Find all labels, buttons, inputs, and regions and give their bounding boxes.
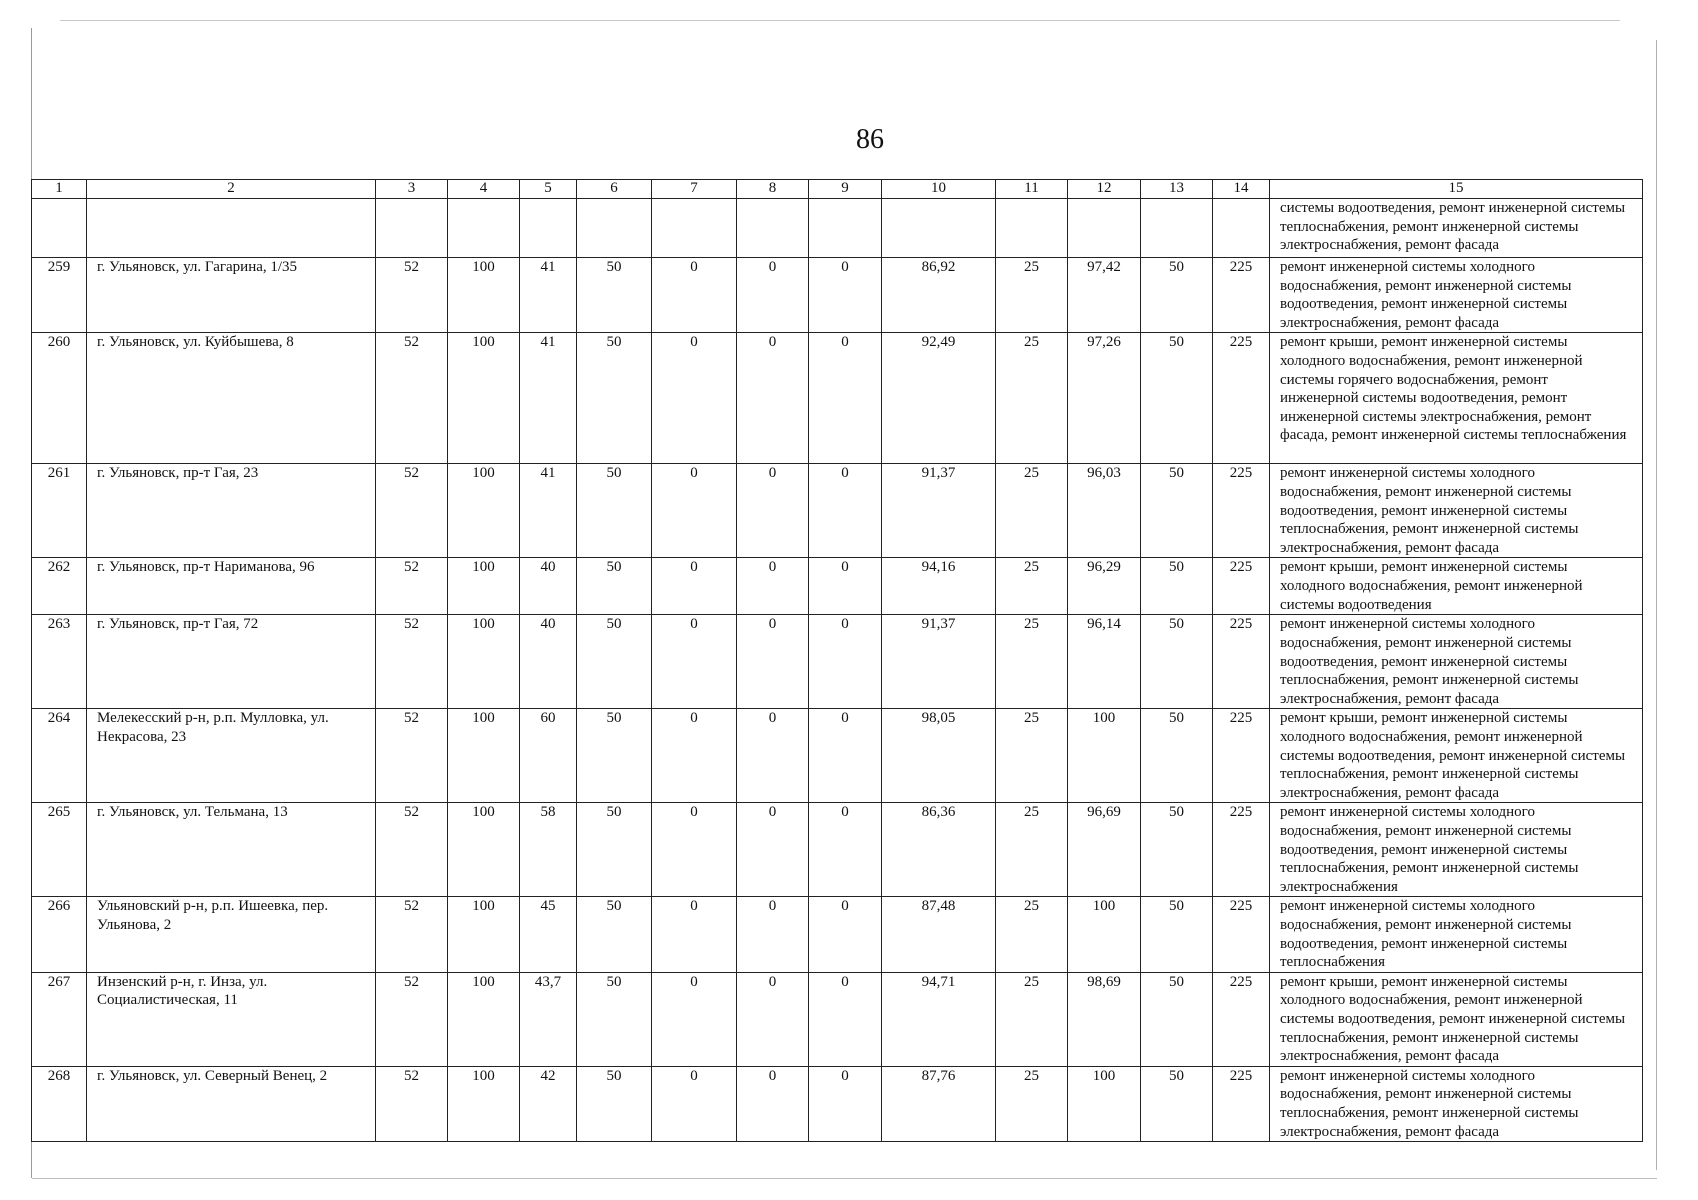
column-header: 14: [1213, 180, 1270, 199]
cell-work-description: ремонт инженерной системы холодного водоснабжения, ремонт инженерной системы водоотведения, ремонт инженерной системы теплоснабжения, ремонт инженерной системы электроснабжения: [1270, 803, 1643, 897]
cell-col-13: 50: [1141, 258, 1213, 333]
scan-edge-top: [60, 20, 1620, 21]
cell-col-3: 52: [376, 258, 448, 333]
cell-col-9: 0: [809, 803, 882, 897]
cell-col-3: 52: [376, 1066, 448, 1141]
column-header: 9: [809, 180, 882, 199]
cell-col-3: 52: [376, 803, 448, 897]
column-header: 12: [1068, 180, 1141, 199]
cell-row-number: 265: [32, 803, 87, 897]
table-row: [32, 464, 1643, 558]
cell-col-11: 25: [996, 897, 1068, 972]
cell-row-number: 259: [32, 258, 87, 333]
cell-col-11: 25: [996, 464, 1068, 558]
cell-col-3: 52: [376, 972, 448, 1066]
cell-col-7: 0: [652, 1066, 737, 1141]
cell-col-10: 98,05: [882, 709, 996, 803]
cell-address: Мелекесский р-н, р.п. Мулловка, ул. Некрасова, 23: [87, 709, 376, 803]
cell-col-5: 45: [520, 897, 577, 972]
table-row: [32, 972, 1643, 1066]
table-row: [32, 897, 1643, 972]
column-header: 7: [652, 180, 737, 199]
scan-edge-right: [1656, 40, 1657, 1170]
cell-col-12: 97,26: [1068, 333, 1141, 464]
cell-col-11: 25: [996, 803, 1068, 897]
cell-address: г. Ульяновск, пр-т Нариманова, 96: [87, 558, 376, 615]
cell-col-14: 225: [1213, 803, 1270, 897]
cell-col-10: 91,37: [882, 464, 996, 558]
cell-col-13: 50: [1141, 333, 1213, 464]
cell-col-5: 40: [520, 615, 577, 709]
cell-col-14: 225: [1213, 558, 1270, 615]
table-row: [32, 709, 1643, 803]
cell-row-number: 262: [32, 558, 87, 615]
table-row: [32, 258, 1643, 333]
cell-col-10: 86,36: [882, 803, 996, 897]
cell-row-number: 260: [32, 333, 87, 464]
cell-col-3: 52: [376, 464, 448, 558]
cell-col-4: 100: [448, 897, 520, 972]
cell-col-5: 41: [520, 258, 577, 333]
table-row: [32, 1066, 1643, 1141]
continuation-text: системы водоотведения, ремонт инженерной системы теплоснабжения, ремонт инженерной системы электроснабжения, ремонт фасада: [1270, 199, 1643, 258]
cell-col-4: 100: [448, 615, 520, 709]
cell-row-number: 266: [32, 897, 87, 972]
column-header: 5: [520, 180, 577, 199]
cell-col-8: 0: [737, 709, 809, 803]
cell-col-11: 25: [996, 1066, 1068, 1141]
cell-col-9: 0: [809, 972, 882, 1066]
cell-address: Инзенский р-н, г. Инза, ул. Социалистическая, 11: [87, 972, 376, 1066]
cell-col-11: 25: [996, 615, 1068, 709]
cell-col-3: 52: [376, 558, 448, 615]
cell-col-6: 50: [577, 558, 652, 615]
cell-col-7: 0: [652, 972, 737, 1066]
column-number-row: [32, 180, 1643, 199]
cell-col-14: 225: [1213, 615, 1270, 709]
cell-col-12: 100: [1068, 1066, 1141, 1141]
cell-col-10: 87,48: [882, 897, 996, 972]
cell-col-6: 50: [577, 803, 652, 897]
cell-col-6: 50: [577, 333, 652, 464]
cell-col-6: 50: [577, 615, 652, 709]
cell-col-8: 0: [737, 464, 809, 558]
cell-col-6: 50: [577, 1066, 652, 1141]
column-header: 6: [577, 180, 652, 199]
cell-address: г. Ульяновск, ул. Тельмана, 13: [87, 803, 376, 897]
cell-col-13: 50: [1141, 897, 1213, 972]
cell-work-description: ремонт крыши, ремонт инженерной системы холодного водоснабжения, ремонт инженерной системы водоотведения, ремонт инженерной системы теплоснабжения, ремонт инженерной системы электроснабжения, ремонт фасада: [1270, 709, 1643, 803]
cell-col-8: 0: [737, 972, 809, 1066]
cell-col-14: 225: [1213, 333, 1270, 464]
cell-col-9: 0: [809, 464, 882, 558]
cell-col-3: 52: [376, 709, 448, 803]
cell-col-14: 225: [1213, 709, 1270, 803]
cell-col-9: 0: [809, 897, 882, 972]
cell-col-5: 43,7: [520, 972, 577, 1066]
cell-col-5: 41: [520, 464, 577, 558]
cell-col-10: 94,71: [882, 972, 996, 1066]
cell-col-14: 225: [1213, 1066, 1270, 1141]
cell-col-7: 0: [652, 803, 737, 897]
cell-col-14: 225: [1213, 897, 1270, 972]
cell-col-4: 100: [448, 558, 520, 615]
cell-col-11: 25: [996, 972, 1068, 1066]
column-header: 1: [32, 180, 87, 199]
cell-col-6: 50: [577, 972, 652, 1066]
scan-edge-bottom: [32, 1178, 1657, 1179]
column-header: 10: [882, 180, 996, 199]
cell-col-4: 100: [448, 333, 520, 464]
cell-col-11: 25: [996, 333, 1068, 464]
cell-col-12: 98,69: [1068, 972, 1141, 1066]
column-header: 2: [87, 180, 376, 199]
cell-col-12: 97,42: [1068, 258, 1141, 333]
cell-row-number: 267: [32, 972, 87, 1066]
cell-col-14: 225: [1213, 258, 1270, 333]
cell-col-10: 92,49: [882, 333, 996, 464]
cell-col-5: 58: [520, 803, 577, 897]
cell-col-8: 0: [737, 803, 809, 897]
cell-col-14: 225: [1213, 464, 1270, 558]
cell-col-8: 0: [737, 897, 809, 972]
cell-work-description: ремонт инженерной системы холодного водоснабжения, ремонт инженерной системы водоотведения, ремонт инженерной системы теплоснабжения, ремонт инженерной системы электроснабжения, ремонт фасада: [1270, 615, 1643, 709]
cell-col-9: 0: [809, 558, 882, 615]
cell-col-5: 40: [520, 558, 577, 615]
cell-col-7: 0: [652, 615, 737, 709]
column-header: 15: [1270, 180, 1643, 199]
cell-col-8: 0: [737, 258, 809, 333]
cell-col-11: 25: [996, 258, 1068, 333]
cell-col-7: 0: [652, 258, 737, 333]
cell-address: Ульяновский р-н, р.п. Ишеевка, пер. Ульянова, 2: [87, 897, 376, 972]
cell-col-14: 225: [1213, 972, 1270, 1066]
cell-col-10: 94,16: [882, 558, 996, 615]
cell-col-13: 50: [1141, 709, 1213, 803]
cell-col-8: 0: [737, 615, 809, 709]
column-header: 4: [448, 180, 520, 199]
cell-col-7: 0: [652, 464, 737, 558]
cell-col-13: 50: [1141, 1066, 1213, 1141]
cell-col-6: 50: [577, 897, 652, 972]
cell-col-8: 0: [737, 1066, 809, 1141]
cell-work-description: ремонт инженерной системы холодного водоснабжения, ремонт инженерной системы водоотведения, ремонт инженерной системы теплоснабжения, ремонт инженерной системы электроснабжения, ремонт фасада: [1270, 464, 1643, 558]
cell-row-number: 268: [32, 1066, 87, 1141]
cell-row-number: 261: [32, 464, 87, 558]
cell-address: г. Ульяновск, пр-т Гая, 72: [87, 615, 376, 709]
cell-col-7: 0: [652, 709, 737, 803]
cell-col-12: 96,29: [1068, 558, 1141, 615]
cell-col-13: 50: [1141, 558, 1213, 615]
cell-address: г. Ульяновск, ул. Куйбышева, 8: [87, 333, 376, 464]
cell-col-4: 100: [448, 258, 520, 333]
cell-col-6: 50: [577, 709, 652, 803]
column-header: 3: [376, 180, 448, 199]
cell-col-5: 42: [520, 1066, 577, 1141]
cell-col-6: 50: [577, 464, 652, 558]
cell-col-12: 96,69: [1068, 803, 1141, 897]
table-row: [32, 803, 1643, 897]
table-row: [32, 615, 1643, 709]
table-row: [32, 333, 1643, 464]
cell-work-description: ремонт инженерной системы холодного водоснабжения, ремонт инженерной системы водоотведения, ремонт инженерной системы теплоснабжения: [1270, 897, 1643, 972]
cell-col-4: 100: [448, 709, 520, 803]
cell-col-5: 60: [520, 709, 577, 803]
cell-col-12: 100: [1068, 709, 1141, 803]
cell-col-7: 0: [652, 333, 737, 464]
continuation-row: [32, 199, 1643, 258]
cell-work-description: ремонт инженерной системы холодного водоснабжения, ремонт инженерной системы теплоснабжения, ремонт инженерной системы электроснабжения, ремонт фасада: [1270, 1066, 1643, 1141]
cell-col-3: 52: [376, 615, 448, 709]
cell-row-number: 263: [32, 615, 87, 709]
cell-col-4: 100: [448, 464, 520, 558]
cell-col-3: 52: [376, 897, 448, 972]
column-header: 8: [737, 180, 809, 199]
cell-col-13: 50: [1141, 615, 1213, 709]
cell-col-3: 52: [376, 333, 448, 464]
cell-col-11: 25: [996, 709, 1068, 803]
cell-col-4: 100: [448, 803, 520, 897]
cell-col-11: 25: [996, 558, 1068, 615]
cell-work-description: ремонт крыши, ремонт инженерной системы холодного водоснабжения, ремонт инженерной системы водоотведения, ремонт инженерной системы теплоснабжения, ремонт инженерной системы электроснабжения, ремонт фасада: [1270, 972, 1643, 1066]
cell-col-12: 96,14: [1068, 615, 1141, 709]
cell-address: г. Ульяновск, ул. Гагарина, 1/35: [87, 258, 376, 333]
cell-col-6: 50: [577, 258, 652, 333]
cell-col-9: 0: [809, 258, 882, 333]
cell-col-13: 50: [1141, 972, 1213, 1066]
cell-col-7: 0: [652, 558, 737, 615]
cell-col-10: 86,92: [882, 258, 996, 333]
cell-col-10: 91,37: [882, 615, 996, 709]
cell-col-9: 0: [809, 615, 882, 709]
column-header: 13: [1141, 180, 1213, 199]
cell-col-13: 50: [1141, 464, 1213, 558]
cell-col-9: 0: [809, 709, 882, 803]
cell-col-7: 0: [652, 897, 737, 972]
cell-col-12: 96,03: [1068, 464, 1141, 558]
page-number: 86: [856, 124, 884, 155]
cell-work-description: ремонт крыши, ремонт инженерной системы холодного водоснабжения, ремонт инженерной системы водоотведения: [1270, 558, 1643, 615]
repair-schedule-table: [31, 179, 1643, 1142]
cell-work-description: ремонт крыши, ремонт инженерной системы холодного водоснабжения, ремонт инженерной системы горячего водоснабжения, ремонт инженерной системы водоотведения, ремонт инженерной системы электроснабжения, ремонт фасада, ремонт инженерной системы теплоснабжения: [1270, 333, 1643, 464]
cell-row-number: 264: [32, 709, 87, 803]
column-header: 11: [996, 180, 1068, 199]
cell-col-12: 100: [1068, 897, 1141, 972]
cell-col-8: 0: [737, 558, 809, 615]
cell-col-8: 0: [737, 333, 809, 464]
cell-col-10: 87,76: [882, 1066, 996, 1141]
cell-col-4: 100: [448, 1066, 520, 1141]
cell-address: г. Ульяновск, ул. Северный Венец, 2: [87, 1066, 376, 1141]
cell-col-4: 100: [448, 972, 520, 1066]
table-row: [32, 558, 1643, 615]
cell-col-9: 0: [809, 1066, 882, 1141]
cell-col-5: 41: [520, 333, 577, 464]
cell-col-13: 50: [1141, 803, 1213, 897]
cell-address: г. Ульяновск, пр-т Гая, 23: [87, 464, 376, 558]
cell-col-9: 0: [809, 333, 882, 464]
cell-work-description: ремонт инженерной системы холодного водоснабжения, ремонт инженерной системы водоотведения, ремонт инженерной системы электроснабжения, ремонт фасада: [1270, 258, 1643, 333]
